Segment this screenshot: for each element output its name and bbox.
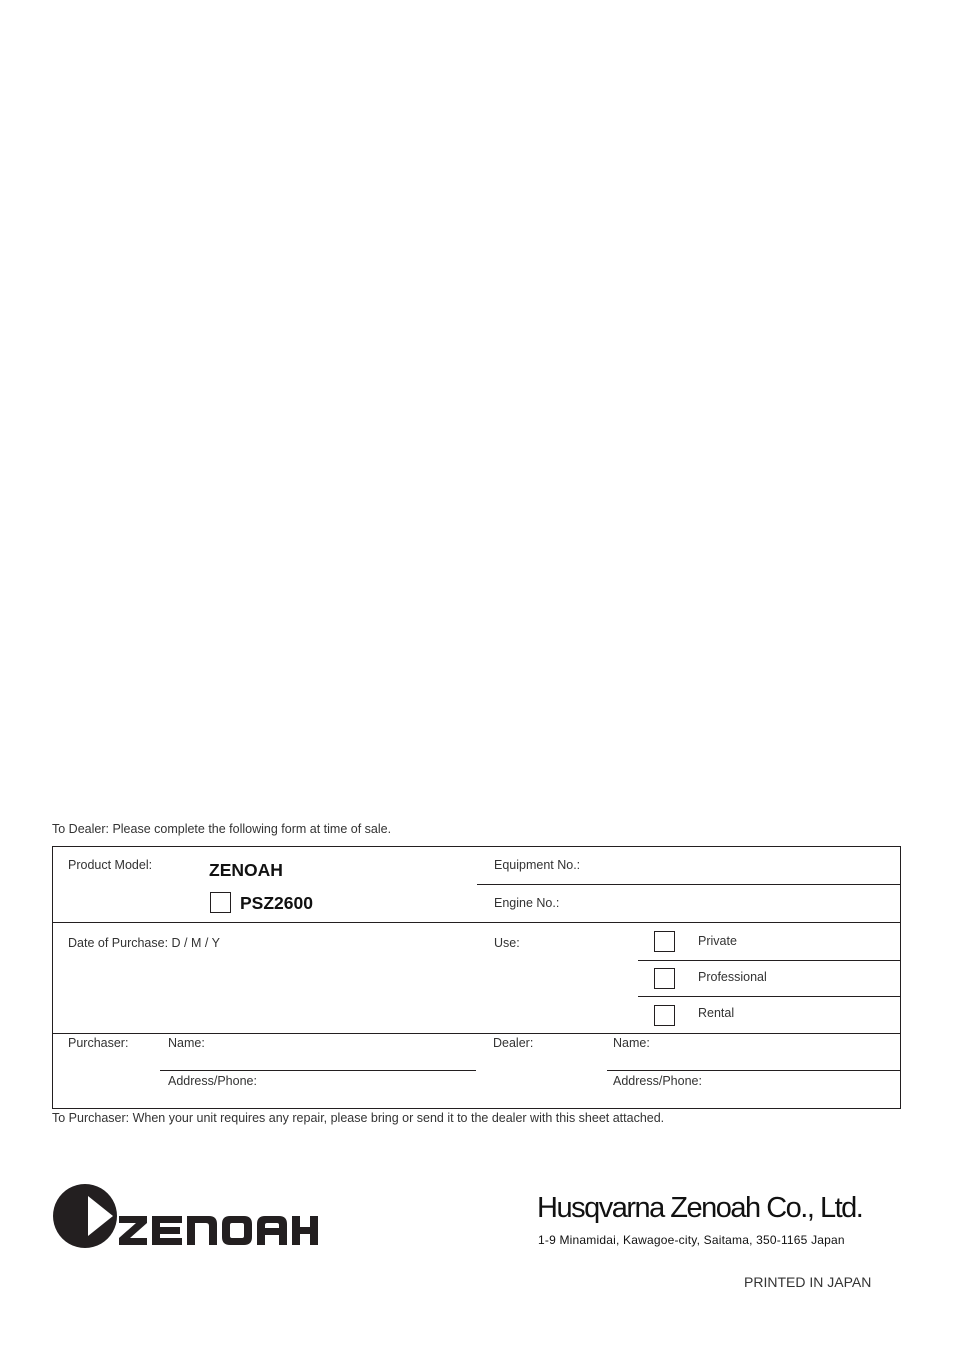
equipment-engine-divider — [477, 884, 901, 885]
product-model-label: Product Model: — [68, 858, 153, 872]
use-professional-label: Professional — [698, 970, 767, 984]
company-address: 1-9 Minamidai, Kawagoe-city, Saitama, 350-1165 Japan — [538, 1233, 845, 1247]
use-private-checkbox[interactable] — [654, 931, 675, 952]
equipment-no-label: Equipment No.: — [494, 858, 581, 872]
row-divider-1 — [52, 922, 901, 923]
use-label: Use: — [494, 936, 520, 950]
model-checkbox[interactable] — [210, 892, 231, 913]
use-professional-checkbox[interactable] — [654, 968, 675, 989]
use-divider-1 — [638, 960, 901, 961]
printed-in-japan: PRINTED IN JAPAN — [744, 1274, 872, 1290]
date-of-purchase-label: Date of Purchase: D / M / Y — [68, 936, 220, 950]
purchaser-name-line — [160, 1070, 476, 1071]
dealer-name-line — [607, 1070, 901, 1071]
company-name: Husqvarna Zenoah Co., Ltd. — [537, 1192, 863, 1224]
use-rental-label: Rental — [698, 1006, 735, 1020]
dealer-address-label: Address/Phone: — [613, 1074, 702, 1088]
use-divider-2 — [638, 996, 901, 997]
dealer-name-label: Name: — [613, 1036, 650, 1050]
zenoah-logo-mark — [52, 1183, 320, 1249]
purchaser-address-label: Address/Phone: — [168, 1074, 257, 1088]
product-brand: ZENOAH — [209, 860, 283, 880]
zenoah-logo — [52, 1183, 320, 1249]
purchaser-label: Purchaser: — [68, 1036, 129, 1050]
purchaser-instruction: To Purchaser: When your unit requires any repair, please bring or send it to the dealer with this sheet attached. — [52, 1111, 665, 1125]
use-private-label: Private — [698, 934, 737, 948]
row-divider-2 — [52, 1033, 901, 1034]
purchaser-name-label: Name: — [168, 1036, 205, 1050]
dealer-instruction: To Dealer: Please complete the following form at time of sale. — [52, 822, 392, 836]
product-model-name: PSZ2600 — [240, 893, 313, 913]
dealer-label: Dealer: — [493, 1036, 534, 1050]
engine-no-label: Engine No.: — [494, 896, 560, 910]
use-rental-checkbox[interactable] — [654, 1005, 675, 1026]
